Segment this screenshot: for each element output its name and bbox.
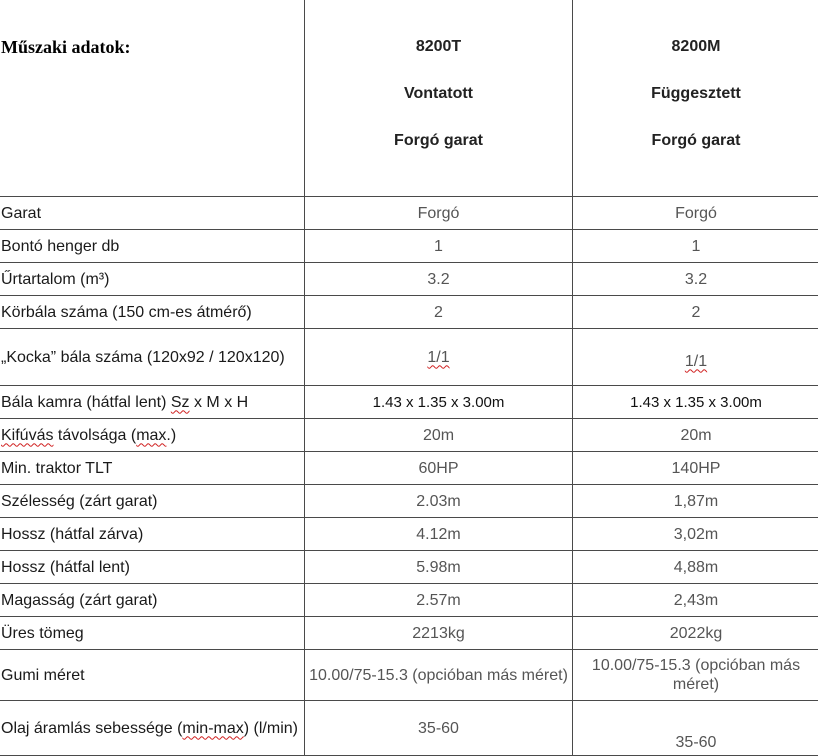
table-row (0, 551, 818, 584)
model-hopper: Forgó garat (573, 117, 818, 164)
label-part: x M x H (190, 394, 249, 411)
table-row (0, 617, 818, 650)
row-label: Üres tömeg (0, 617, 305, 650)
value-text: 1/1 (427, 349, 449, 366)
column-header-8200m (573, 0, 818, 197)
value-8200m: 35-60 (573, 701, 818, 756)
value-8200m: 20m (573, 419, 818, 452)
table-row (0, 485, 818, 518)
row-label: Körbála száma (150 cm-es átmérő) (0, 296, 305, 329)
value-8200m: 2022kg (573, 617, 818, 650)
table-row (0, 230, 818, 263)
table-row (0, 386, 818, 419)
row-label: Űrtartalom (m³) (0, 263, 305, 296)
model-type: Függesztett (573, 70, 818, 117)
model-type: Vontatott (305, 70, 572, 117)
value-8200t: 5.98m (305, 551, 573, 584)
value-8200t (305, 329, 573, 386)
value-8200t: 2.57m (305, 584, 573, 617)
value-8200m: 1,87m (573, 485, 818, 518)
label-part: ) (l/min) (244, 720, 298, 737)
value-8200t: 10.00/75-15.3 (opcióban más méret) (305, 650, 573, 701)
column-header-8200t (305, 0, 573, 197)
row-label: Hossz (hátfal zárva) (0, 518, 305, 551)
label-part: távolsága ( (53, 427, 136, 444)
value-8200t: 2213kg (305, 617, 573, 650)
row-label: Magasság (zárt garat) (0, 584, 305, 617)
value-8200t: 2.03m (305, 485, 573, 518)
header-row (0, 0, 818, 197)
label-part: .) (166, 427, 176, 444)
row-label: Gumi méret (0, 650, 305, 701)
value-8200m: 3.2 (573, 263, 818, 296)
value-8200m: 140HP (573, 452, 818, 485)
value-8200m (573, 329, 818, 386)
model-name: 8200M (573, 24, 818, 70)
label-part: Kifúvás (1, 427, 53, 444)
label-part: Bála kamra (hátfal lent) (1, 394, 171, 411)
value-8200t: 2 (305, 296, 573, 329)
model-name: 8200T (305, 24, 572, 70)
row-label: Szélesség (zárt garat) (0, 485, 305, 518)
label-part: min-max (182, 720, 243, 737)
label-part: Olaj áramlás sebessége ( (1, 720, 182, 737)
row-label (0, 419, 305, 452)
value-8200m: 1 (573, 230, 818, 263)
table-title: Műszaki adatok: (0, 0, 305, 197)
value-8200m: 10.00/75-15.3 (opcióban más méret) (573, 650, 818, 701)
value-8200t: 60HP (305, 452, 573, 485)
value-8200m: 1.43 x 1.35 x 3.00m (573, 386, 818, 419)
value-8200t: 20m (305, 419, 573, 452)
table-row (0, 419, 818, 452)
table-row (0, 701, 818, 756)
value-8200m: 2,43m (573, 584, 818, 617)
value-8200t: 35-60 (305, 701, 573, 756)
value-8200m: Forgó (573, 197, 818, 230)
value-8200t: 1 (305, 230, 573, 263)
row-label: Hossz (hátfal lent) (0, 551, 305, 584)
value-8200t: 3.2 (305, 263, 573, 296)
value-8200t: 1.43 x 1.35 x 3.00m (305, 386, 573, 419)
value-8200t: Forgó (305, 197, 573, 230)
table-row (0, 263, 818, 296)
table-row (0, 518, 818, 551)
table-row (0, 329, 818, 386)
table-row (0, 452, 818, 485)
table-row (0, 296, 818, 329)
table-row (0, 650, 818, 701)
table-row (0, 584, 818, 617)
value-8200m: 3,02m (573, 518, 818, 551)
row-label: Garat (0, 197, 305, 230)
row-label: „Kocka” bála száma (120x92 / 120x120) (0, 329, 305, 386)
model-hopper: Forgó garat (305, 117, 572, 164)
table-row (0, 197, 818, 230)
row-label (0, 386, 305, 419)
value-8200m: 4,88m (573, 551, 818, 584)
label-part: max (136, 427, 166, 444)
value-8200t: 4.12m (305, 518, 573, 551)
row-label: Bontó henger db (0, 230, 305, 263)
row-label: Min. traktor TLT (0, 452, 305, 485)
row-label (0, 701, 305, 756)
label-part: Sz (171, 394, 190, 411)
value-text: 1/1 (685, 353, 707, 370)
value-8200m: 2 (573, 296, 818, 329)
